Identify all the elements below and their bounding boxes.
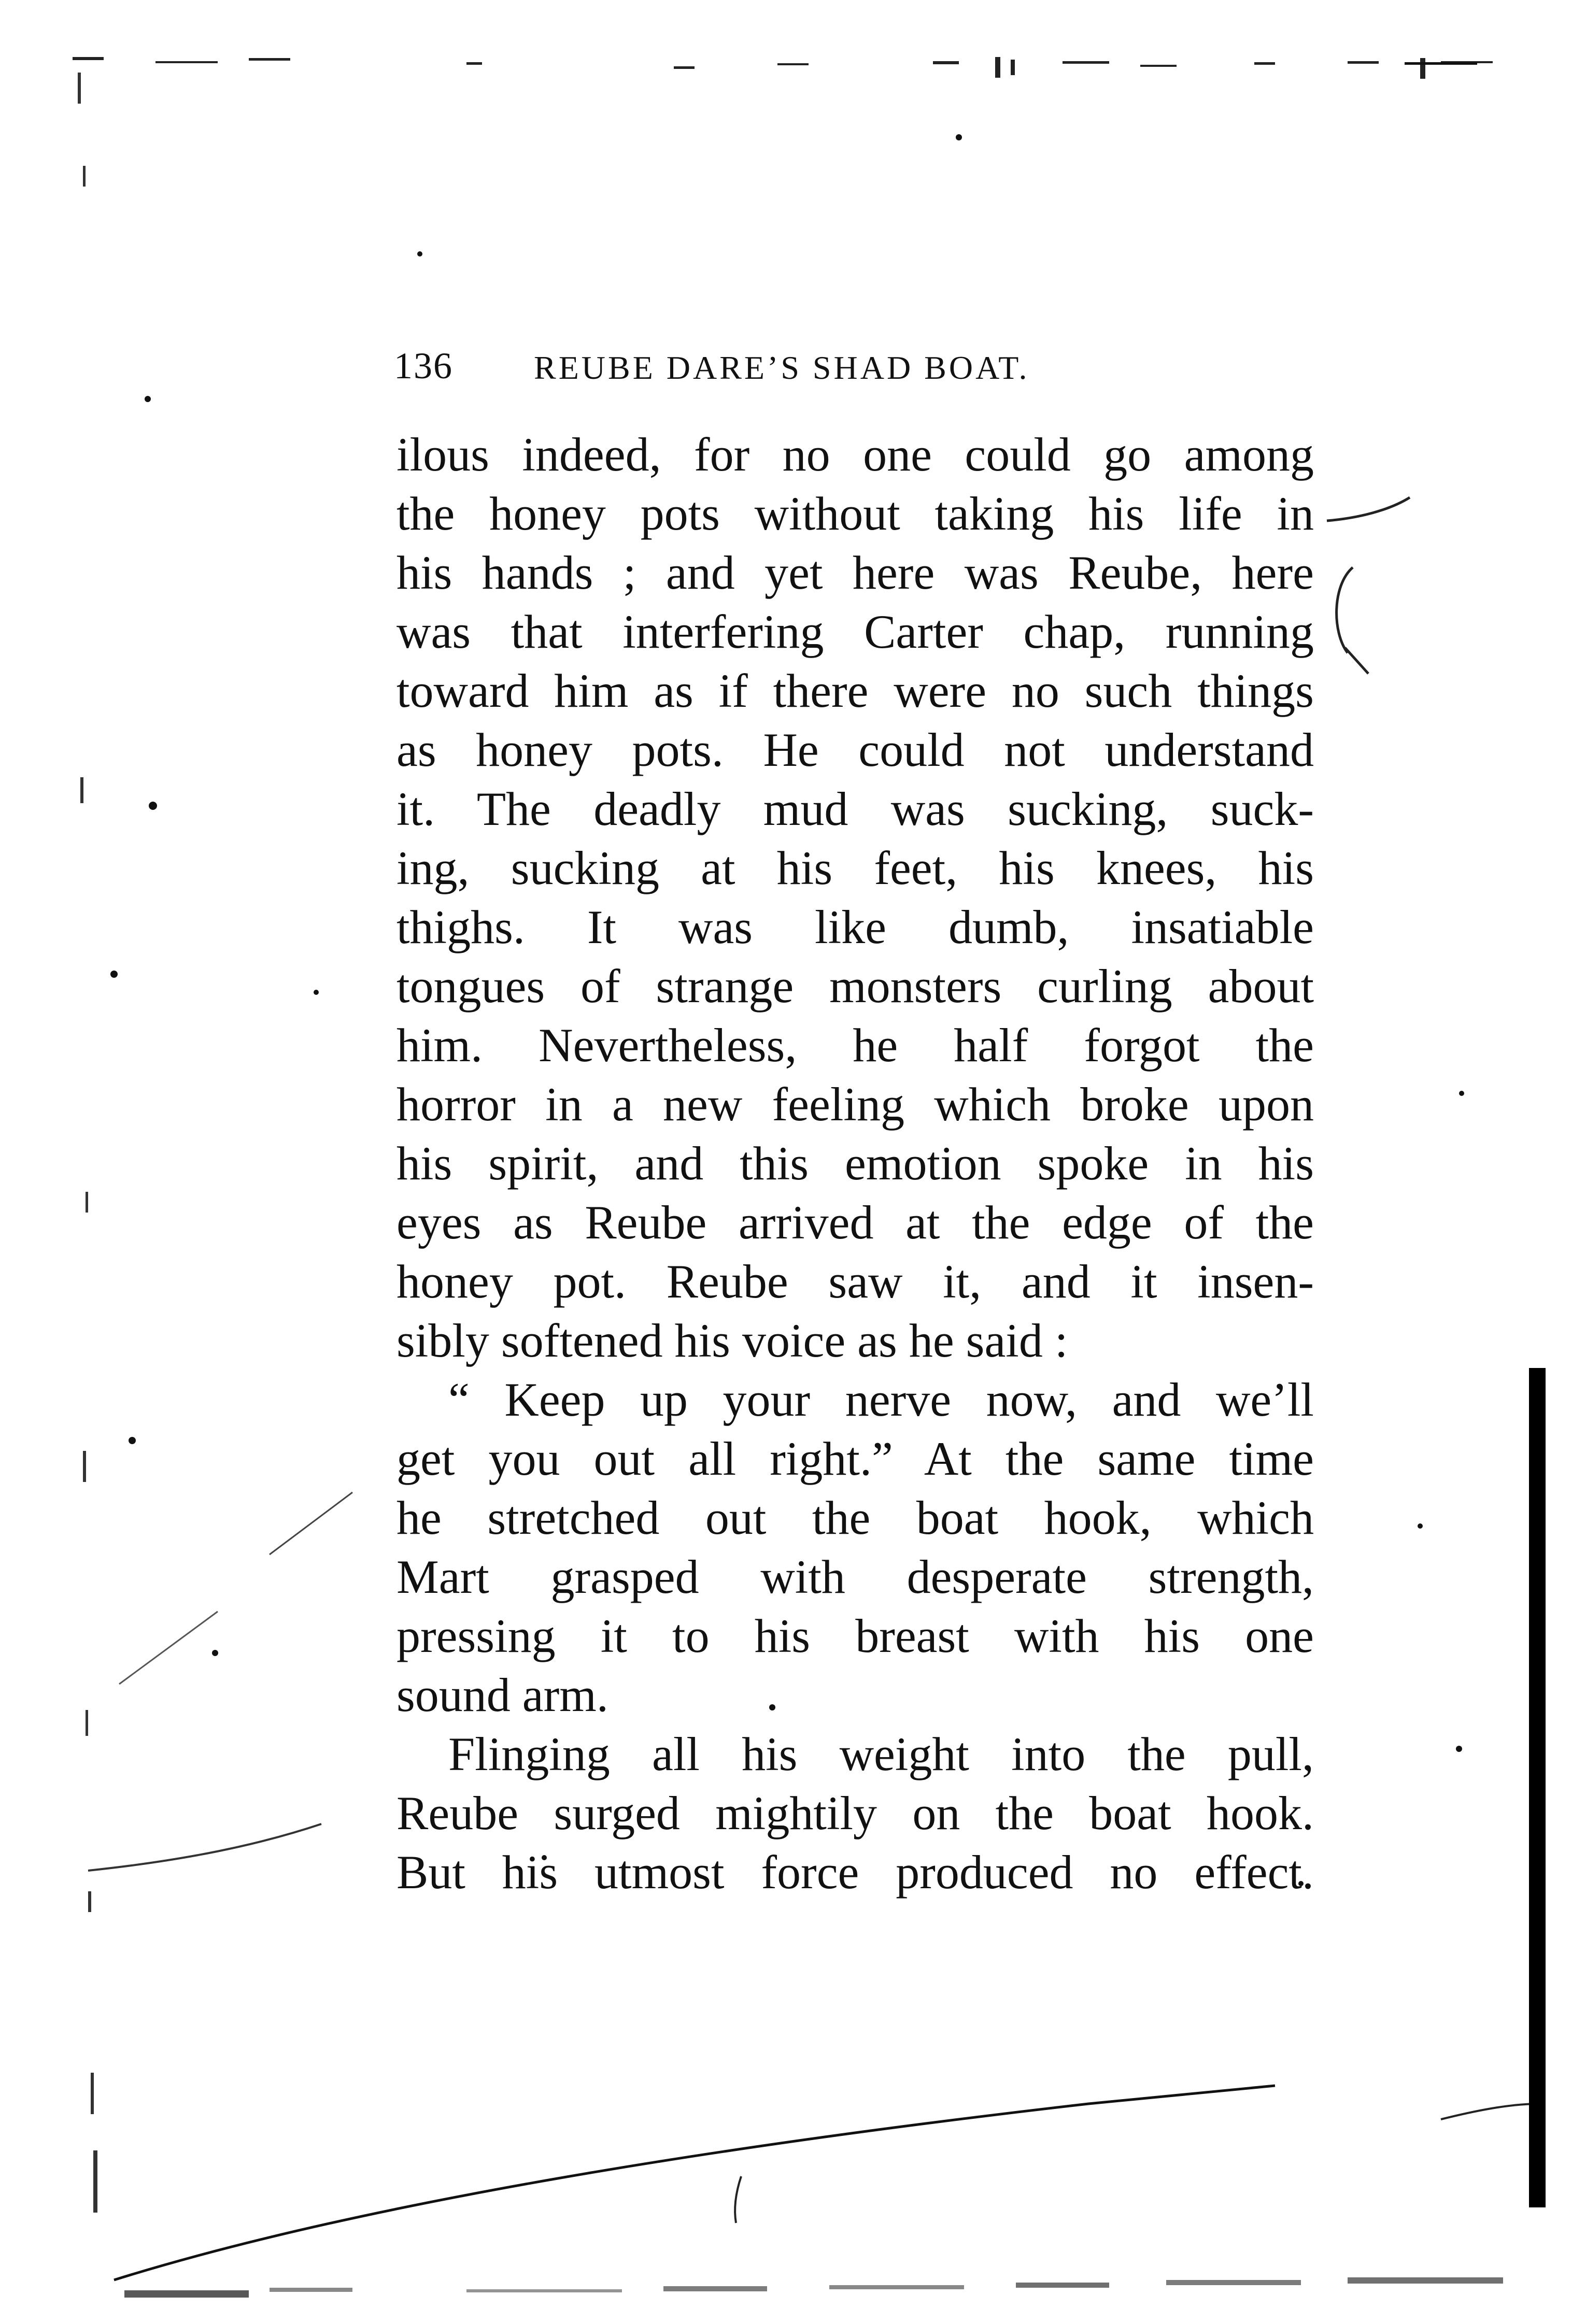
- left-edge-noise: [78, 73, 97, 2213]
- page-number: 136: [394, 345, 453, 387]
- running-title: REUBE DARE’S SHAD BOAT.: [534, 349, 1030, 386]
- text-line: get you out all right.” At the same time: [397, 1432, 1314, 1485]
- pen-bracket-right: [1337, 567, 1353, 653]
- text-line: sound arm.: [397, 1669, 608, 1721]
- text-line: Mart grasped with desperate strength,: [397, 1550, 1314, 1603]
- top-edge-noise: [73, 57, 1493, 79]
- pen-stroke-right-2: [1345, 648, 1368, 674]
- pen-stroke-left-3: [119, 1612, 218, 1684]
- pen-stroke-left-1: [270, 1492, 352, 1555]
- text-line: toward him as if there were no such things: [397, 664, 1314, 717]
- text-line: horror in a new feeling which broke upon: [397, 1078, 1314, 1131]
- text-line: his spirit, and this emotion spoke in his: [397, 1137, 1314, 1190]
- right-edge-bar: [1529, 1368, 1546, 2207]
- text-line: But his utmost force produced no effect.: [397, 1846, 1314, 1899]
- pen-stroke-bottom-right: [1441, 2104, 1539, 2119]
- text-line: thighs. It was like dumb, insatiable: [397, 901, 1314, 953]
- text-line: he stretched out the boat hook, which: [397, 1491, 1314, 1544]
- pen-stroke-right-1: [1327, 497, 1410, 521]
- text-line: him. Nevertheless, he half forgot the: [397, 1019, 1314, 1072]
- pen-swoop-bottom: [114, 2086, 1275, 2280]
- body-text: [397, 425, 1314, 1902]
- text-line: sibly softened his voice as he said :: [397, 1314, 1068, 1367]
- bottom-edge-noise: [124, 2277, 1503, 2298]
- top-right-stroke: [1405, 62, 1477, 65]
- text-line: ing, sucking at his feet, his knees, his: [397, 842, 1314, 894]
- text-line: Flinging all his weight into the pull,: [448, 1728, 1314, 1780]
- text-line: tongues of strange monsters curling about: [397, 960, 1314, 1013]
- text-line: “ Keep up your nerve now, and we’ll: [448, 1373, 1314, 1426]
- text-line: pressing it to his breast with his one: [397, 1609, 1314, 1662]
- text-line: the honey pots without taking his life in: [397, 487, 1314, 540]
- running-head: [394, 345, 1316, 396]
- text-line: his hands ; and yet here was Reube, here: [397, 546, 1314, 599]
- text-line: ilous indeed, for no one could go among: [397, 428, 1314, 481]
- text-line: eyes as Reube arrived at the edge of the: [397, 1196, 1314, 1249]
- pen-stroke-left-2: [88, 1824, 321, 1871]
- text-line: was that interfering Carter chap, running: [397, 605, 1314, 658]
- text-line: honey pot. Reube saw it, and it insen-: [397, 1255, 1314, 1308]
- text-line: as honey pots. He could not understand: [397, 723, 1314, 776]
- text-line: Reube surged mightily on the boat hook.: [397, 1787, 1314, 1840]
- text-line: it. The deadly mud was sucking, suck-: [397, 782, 1314, 835]
- pen-stroke-bottom-mid: [735, 2176, 741, 2223]
